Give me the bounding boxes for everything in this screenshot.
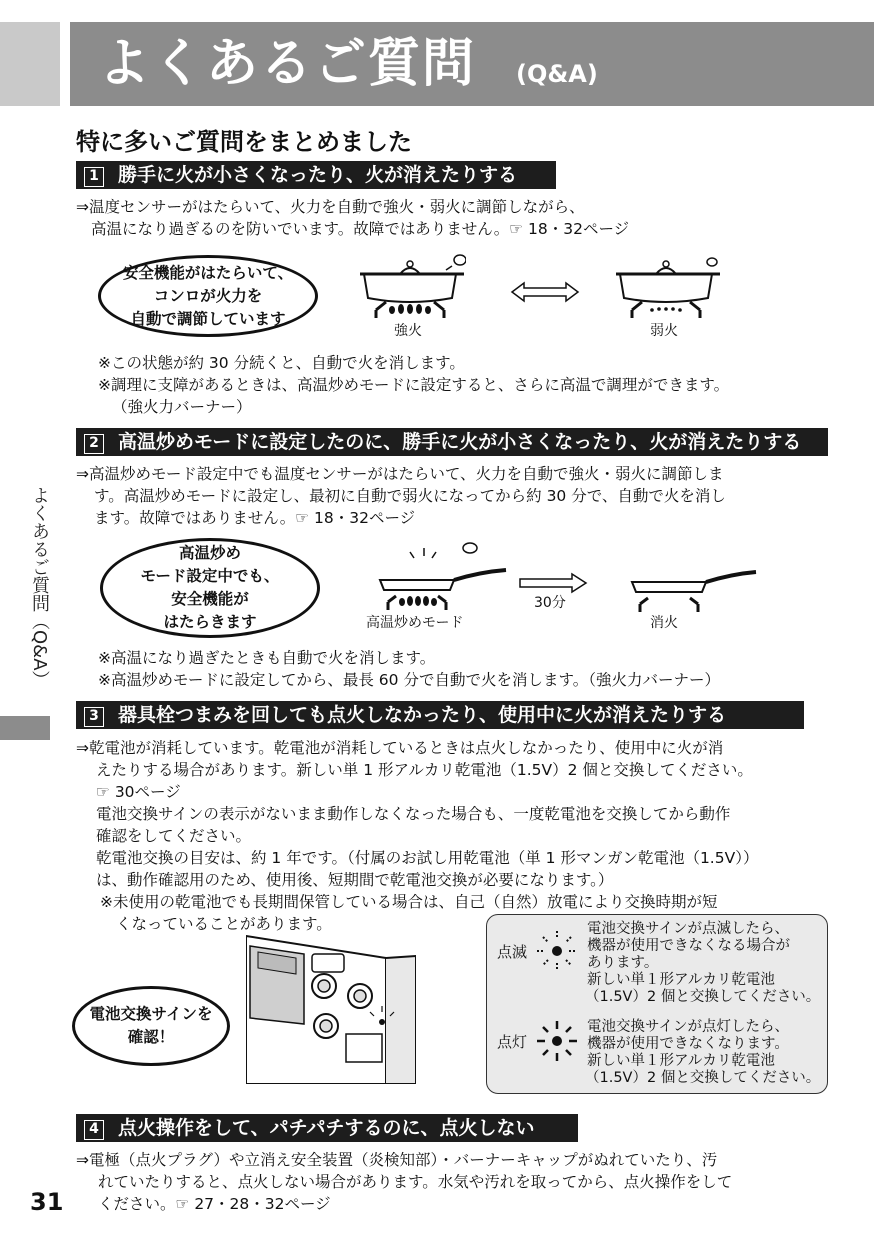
section-3-line-3: ☞ 30ページ <box>96 783 181 801</box>
section-1-header <box>76 161 556 189</box>
section-2-bubble-line-4: はたらきます <box>163 613 257 631</box>
section-1-bubble <box>98 255 318 337</box>
frypan-off-illustration <box>622 560 762 616</box>
section-1-note-3: （強火力バーナー） <box>112 398 252 416</box>
header-left-tab <box>0 22 60 106</box>
section-2-note-1: ※高温になり過ぎたときも自動で火を消します。 <box>98 649 436 667</box>
section-2-bubble-line-1: 高温炒め <box>178 544 241 562</box>
section-3-bubble-line-2: 確認！ <box>127 1028 175 1046</box>
section-3-line-9: くなっていることがあります。 <box>116 915 332 933</box>
side-tab <box>0 716 50 740</box>
stove-panel-illustration <box>246 934 416 1084</box>
page-title: よくあるご質問 <box>98 34 477 94</box>
page-number: 31 <box>30 1188 64 1216</box>
label-30-min: 30分 <box>534 595 566 611</box>
battery-sign-callout <box>486 914 828 1094</box>
main-heading: 特に多いご質問をまとめました <box>76 128 412 156</box>
section-2-line-3: ます。故障ではありません。☞ 18・32ページ <box>94 509 416 527</box>
page-title-sub: (Q&A) <box>516 60 598 88</box>
label-high-temp-mode: 高温炒めモード <box>366 615 464 631</box>
blinking-light-icon <box>535 929 579 973</box>
section-4-line-3: ください。☞ 27・28・32ページ <box>98 1195 331 1213</box>
section-1-number: 1 <box>84 167 104 187</box>
section-3-number: 3 <box>84 707 104 727</box>
section-1-line-2: 高温になり過ぎるのを防いでいます。故障ではありません。☞ 18・32ページ <box>91 220 630 238</box>
section-4-line-2: れていたりすると、点火しない場合があります。水気や汚れを取ってから、点火操作をして <box>98 1173 733 1191</box>
label-fire-off: 消火 <box>650 615 678 631</box>
section-2-number: 2 <box>84 434 104 454</box>
blink-text-5: （1.5V）2 個と交換してください。 <box>585 989 821 1005</box>
section-4-number: 4 <box>84 1120 104 1140</box>
section-4-header <box>76 1114 578 1142</box>
blink-label: 点滅 <box>497 943 528 961</box>
on-text-3: 新しい単１形アルカリ乾電池 <box>587 1053 775 1069</box>
section-2-bubble-line-2: モード設定中でも、 <box>140 567 280 585</box>
on-text-1: 電池交換サインが点灯したら、 <box>587 1019 789 1035</box>
section-1-title: 勝手に火が小さくなったり、火が消えたりする <box>118 164 518 186</box>
label-strong-fire: 強火 <box>394 323 422 339</box>
section-2-note-2: ※高温炒めモードに設定してから、最長 60 分で自動で火を消します。（強火力バーナー） <box>98 671 720 689</box>
section-1-note-1: ※この状態が約 30 分続くと、自動で火を消します。 <box>98 354 465 372</box>
section-3-line-2: えたりする場合があります。新しい単 1 形アルカリ乾電池（1.5V）2 個と交換してください。 <box>96 761 753 779</box>
section-4-line-1: ⇒電極（点火プラグ）や立消え安全装置（炎検知部）・バーナーキャップがぬれていたり、汚 <box>76 1151 718 1169</box>
on-text-4: （1.5V）2 個と交換してください。 <box>585 1070 821 1086</box>
on-text-2: 機器が使用できなくなります。 <box>587 1036 789 1052</box>
section-1-line-1: ⇒温度センサーがはたらいて、火力を自動で強火・弱火に調節しながら、 <box>76 198 585 216</box>
section-3-title: 器具栓つまみを回しても点火しなかったり、使用中に火が消えたりする <box>118 704 727 726</box>
section-3-line-8: ※未使用の乾電池でも長期間保管している場合は、自己（自然）放電により交換時期が短 <box>100 893 718 911</box>
section-2-bubble <box>100 538 320 638</box>
section-1-note-2: ※調理に支障があるときは、高温炒めモードに設定すると、さらに高温で調理ができます。 <box>98 376 730 394</box>
section-3-line-4: 電池交換サインの表示がないまま動作しなくなった場合も、一度乾電池を交換してから動作 <box>96 805 731 823</box>
on-label: 点灯 <box>497 1033 528 1051</box>
section-2-title: 高温炒めモードに設定したのに、勝手に火が小さくなったり、火が消えたりする <box>118 431 802 453</box>
section-3-header <box>76 701 804 729</box>
frypan-strong-illustration <box>370 540 510 616</box>
section-1-bubble-line-3: 自動で調節しています <box>130 309 286 328</box>
section-3-bubble <box>72 986 230 1066</box>
blink-text-2: 機器が使用できなくなる場合が <box>587 938 790 954</box>
section-4-title: 点火操作をして、パチパチするのに、点火しない <box>118 1117 535 1139</box>
double-arrow-icon <box>510 280 580 304</box>
section-3-line-5: 確認をしてください。 <box>96 827 252 845</box>
section-1-bubble-line-1: 安全機能がはたらいて、 <box>122 263 294 282</box>
section-3-line-1: ⇒乾電池が消耗しています。乾電池が消耗しているときは点火しなかったり、使用中に火が消 <box>76 739 724 757</box>
section-3-bubble-line-1: 電池交換サインを <box>89 1005 213 1023</box>
section-3-line-6: 乾電池交換の目安は、約 1 年です。（付属のお試し用乾電池（単 1 形マンガン乾電池（1.5V）） <box>96 849 759 867</box>
right-arrow-icon <box>518 572 588 594</box>
section-1-bubble-line-2: コンロが火力を <box>153 286 263 305</box>
blink-text-1: 電池交換サインが点滅したら、 <box>587 921 789 937</box>
side-label: よくあるご質問（Q&A） <box>29 486 50 689</box>
section-2-line-2: す。高温炒めモードに設定し、最初に自動で弱火になってから約 30 分で、自動で火を消し <box>94 487 726 505</box>
label-weak-fire: 弱火 <box>650 323 678 339</box>
section-2-line-1: ⇒高温炒めモード設定中でも温度センサーがはたらいて、火力を自動で強火・弱火に調節しま <box>76 465 724 483</box>
section-2-bubble-line-3: 安全機能が <box>171 590 249 608</box>
blink-text-3: あります。 <box>587 955 659 971</box>
section-3-line-7: は、動作確認用のため、使用後、短期間で乾電池交換が必要になります。） <box>96 871 614 889</box>
blink-text-4: 新しい単１形アルカリ乾電池 <box>587 972 775 988</box>
section-2-header <box>76 428 828 456</box>
steady-light-icon <box>535 1019 579 1063</box>
